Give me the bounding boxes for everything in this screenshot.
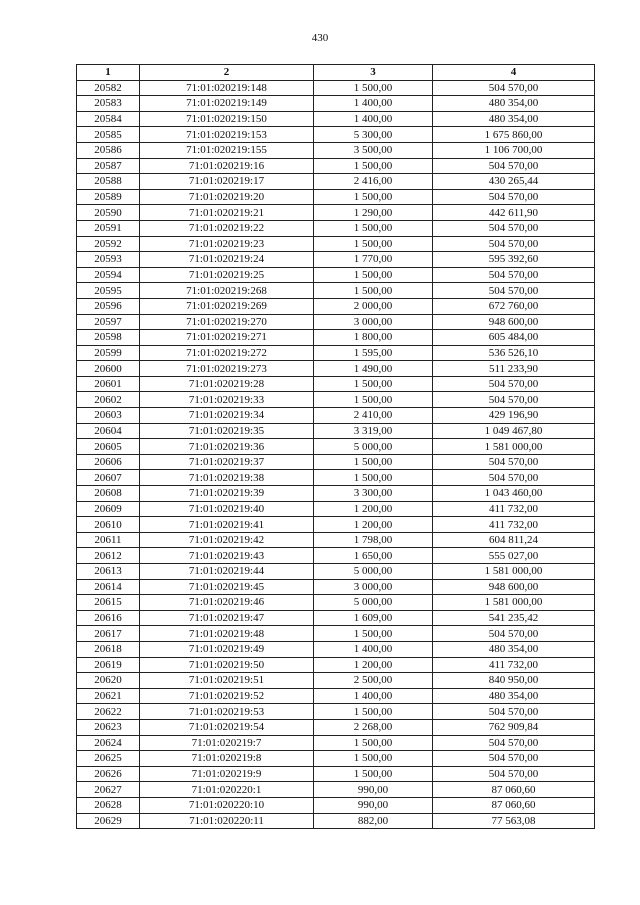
table-row xyxy=(77,220,595,236)
table-row xyxy=(77,797,595,813)
cadastral-number-cell: 71:01:020219:40 xyxy=(140,501,314,517)
value-cell: 595 392,60 xyxy=(433,252,595,268)
area-cell: 1 500,00 xyxy=(314,454,433,470)
row-number-cell: 20604 xyxy=(77,423,140,439)
value-cell: 504 570,00 xyxy=(433,392,595,408)
area-cell: 990,00 xyxy=(314,782,433,798)
row-number-cell: 20618 xyxy=(77,641,140,657)
value-cell: 1 675 860,00 xyxy=(433,127,595,143)
row-number-cell: 20594 xyxy=(77,267,140,283)
table-row xyxy=(77,392,595,408)
value-cell: 948 600,00 xyxy=(433,314,595,330)
area-cell: 3 000,00 xyxy=(314,314,433,330)
value-cell: 541 235,42 xyxy=(433,610,595,626)
cadastral-number-cell: 71:01:020219:39 xyxy=(140,486,314,502)
row-number-cell: 20591 xyxy=(77,220,140,236)
table-row xyxy=(77,283,595,299)
table-row xyxy=(77,252,595,268)
row-number-cell: 20614 xyxy=(77,579,140,595)
cadastral-number-cell: 71:01:020219:36 xyxy=(140,439,314,455)
row-number-cell: 20624 xyxy=(77,735,140,751)
row-number-cell: 20589 xyxy=(77,189,140,205)
row-number-cell: 20609 xyxy=(77,501,140,517)
cadastral-number-cell: 71:01:020219:9 xyxy=(140,766,314,782)
area-cell: 1 400,00 xyxy=(314,641,433,657)
value-cell: 430 265,44 xyxy=(433,174,595,190)
value-cell: 87 060,60 xyxy=(433,782,595,798)
value-cell: 87 060,60 xyxy=(433,797,595,813)
row-number-cell: 20613 xyxy=(77,564,140,580)
area-cell: 1 650,00 xyxy=(314,548,433,564)
row-number-cell: 20595 xyxy=(77,283,140,299)
table-row xyxy=(77,610,595,626)
cadastral-number-cell: 71:01:020219:48 xyxy=(140,626,314,642)
row-number-cell: 20628 xyxy=(77,797,140,813)
cadastral-number-cell: 71:01:020219:53 xyxy=(140,704,314,720)
cadastral-number-cell: 71:01:020219:155 xyxy=(140,142,314,158)
area-cell: 1 200,00 xyxy=(314,501,433,517)
area-cell: 3 500,00 xyxy=(314,142,433,158)
table-row xyxy=(77,80,595,96)
area-cell: 1 798,00 xyxy=(314,532,433,548)
value-cell: 504 570,00 xyxy=(433,704,595,720)
cadastral-number-cell: 71:01:020219:8 xyxy=(140,751,314,767)
row-number-cell: 20596 xyxy=(77,298,140,314)
table-row xyxy=(77,548,595,564)
row-number-cell: 20586 xyxy=(77,142,140,158)
area-cell: 1 595,00 xyxy=(314,345,433,361)
table-row xyxy=(77,626,595,642)
cadastral-number-cell: 71:01:020219:34 xyxy=(140,408,314,424)
area-cell: 1 500,00 xyxy=(314,283,433,299)
table-row xyxy=(77,673,595,689)
cadastral-number-cell: 71:01:020219:150 xyxy=(140,111,314,127)
table-row xyxy=(77,423,595,439)
table-row xyxy=(77,564,595,580)
value-cell: 480 354,00 xyxy=(433,111,595,127)
table-row xyxy=(77,361,595,377)
cadastral-number-cell: 71:01:020219:272 xyxy=(140,345,314,361)
area-cell: 5 000,00 xyxy=(314,439,433,455)
row-number-cell: 20582 xyxy=(77,80,140,96)
table-row xyxy=(77,267,595,283)
table-row xyxy=(77,189,595,205)
area-cell: 3 000,00 xyxy=(314,579,433,595)
area-cell: 2 268,00 xyxy=(314,719,433,735)
value-cell: 504 570,00 xyxy=(433,80,595,96)
value-cell: 511 233,90 xyxy=(433,361,595,377)
row-number-cell: 20612 xyxy=(77,548,140,564)
cadastral-number-cell: 71:01:020219:52 xyxy=(140,688,314,704)
table-row xyxy=(77,501,595,517)
cadastral-number-cell: 71:01:020219:49 xyxy=(140,641,314,657)
value-cell: 429 196,90 xyxy=(433,408,595,424)
value-cell: 442 611,90 xyxy=(433,205,595,221)
cadastral-number-cell: 71:01:020219:149 xyxy=(140,96,314,112)
cadastral-number-cell: 71:01:020219:271 xyxy=(140,330,314,346)
cadastral-number-cell: 71:01:020219:148 xyxy=(140,80,314,96)
value-cell: 504 570,00 xyxy=(433,189,595,205)
cadastral-number-cell: 71:01:020219:153 xyxy=(140,127,314,143)
cadastral-number-cell: 71:01:020219:22 xyxy=(140,220,314,236)
row-number-cell: 20601 xyxy=(77,376,140,392)
table-row xyxy=(77,174,595,190)
table-row xyxy=(77,751,595,767)
row-number-cell: 20619 xyxy=(77,657,140,673)
table-row xyxy=(77,517,595,533)
row-number-cell: 20607 xyxy=(77,470,140,486)
value-cell: 1 581 000,00 xyxy=(433,439,595,455)
value-cell: 536 526,10 xyxy=(433,345,595,361)
area-cell: 1 500,00 xyxy=(314,751,433,767)
cadastral-number-cell: 71:01:020219:42 xyxy=(140,532,314,548)
row-number-cell: 20588 xyxy=(77,174,140,190)
cadastral-number-cell: 71:01:020219:270 xyxy=(140,314,314,330)
cadastral-number-cell: 71:01:020219:51 xyxy=(140,673,314,689)
value-cell: 504 570,00 xyxy=(433,376,595,392)
row-number-cell: 20622 xyxy=(77,704,140,720)
value-cell: 555 027,00 xyxy=(433,548,595,564)
area-cell: 1 800,00 xyxy=(314,330,433,346)
table-row xyxy=(77,719,595,735)
table-row xyxy=(77,96,595,112)
area-cell: 990,00 xyxy=(314,797,433,813)
area-cell: 1 200,00 xyxy=(314,657,433,673)
cadastral-number-cell: 71:01:020219:17 xyxy=(140,174,314,190)
value-cell: 504 570,00 xyxy=(433,470,595,486)
value-cell: 504 570,00 xyxy=(433,454,595,470)
area-cell: 1 500,00 xyxy=(314,470,433,486)
value-cell: 504 570,00 xyxy=(433,735,595,751)
area-cell: 882,00 xyxy=(314,813,433,829)
cadastral-number-cell: 71:01:020219:16 xyxy=(140,158,314,174)
area-cell: 3 300,00 xyxy=(314,486,433,502)
column-header-2: 2 xyxy=(140,65,314,81)
value-cell: 504 570,00 xyxy=(433,283,595,299)
table-row xyxy=(77,813,595,829)
area-cell: 5 300,00 xyxy=(314,127,433,143)
table-row xyxy=(77,532,595,548)
row-number-cell: 20608 xyxy=(77,486,140,502)
cadastral-number-cell: 71:01:020219:54 xyxy=(140,719,314,735)
row-number-cell: 20626 xyxy=(77,766,140,782)
column-header-3: 3 xyxy=(314,65,433,81)
value-cell: 604 811,24 xyxy=(433,532,595,548)
area-cell: 1 500,00 xyxy=(314,626,433,642)
cadastral-number-cell: 71:01:020219:273 xyxy=(140,361,314,377)
cadastral-number-cell: 71:01:020219:7 xyxy=(140,735,314,751)
cadastral-number-cell: 71:01:020219:20 xyxy=(140,189,314,205)
cadastral-number-cell: 71:01:020219:269 xyxy=(140,298,314,314)
table-row xyxy=(77,158,595,174)
table-row xyxy=(77,766,595,782)
cadastral-number-cell: 71:01:020219:35 xyxy=(140,423,314,439)
area-cell: 2 500,00 xyxy=(314,673,433,689)
value-cell: 1 581 000,00 xyxy=(433,595,595,611)
table-header xyxy=(77,65,595,81)
cadastral-number-cell: 71:01:020219:45 xyxy=(140,579,314,595)
table-row xyxy=(77,595,595,611)
table-row xyxy=(77,657,595,673)
table-row xyxy=(77,298,595,314)
table-row xyxy=(77,127,595,143)
registry-table xyxy=(76,64,595,829)
value-cell: 762 909,84 xyxy=(433,719,595,735)
row-number-cell: 20602 xyxy=(77,392,140,408)
row-number-cell: 20623 xyxy=(77,719,140,735)
header-row xyxy=(77,65,595,81)
table-row xyxy=(77,439,595,455)
value-cell: 1 106 700,00 xyxy=(433,142,595,158)
area-cell: 1 200,00 xyxy=(314,517,433,533)
table-row xyxy=(77,579,595,595)
area-cell: 1 609,00 xyxy=(314,610,433,626)
area-cell: 2 416,00 xyxy=(314,174,433,190)
row-number-cell: 20603 xyxy=(77,408,140,424)
area-cell: 1 500,00 xyxy=(314,236,433,252)
cadastral-number-cell: 71:01:020219:33 xyxy=(140,392,314,408)
table-row xyxy=(77,142,595,158)
value-cell: 411 732,00 xyxy=(433,501,595,517)
area-cell: 1 400,00 xyxy=(314,688,433,704)
column-header-4: 4 xyxy=(433,65,595,81)
cadastral-number-cell: 71:01:020219:37 xyxy=(140,454,314,470)
row-number-cell: 20598 xyxy=(77,330,140,346)
table-row xyxy=(77,641,595,657)
area-cell: 1 500,00 xyxy=(314,158,433,174)
cadastral-number-cell: 71:01:020219:28 xyxy=(140,376,314,392)
cadastral-number-cell: 71:01:020220:1 xyxy=(140,782,314,798)
value-cell: 1 581 000,00 xyxy=(433,564,595,580)
value-cell: 672 760,00 xyxy=(433,298,595,314)
cadastral-number-cell: 71:01:020219:23 xyxy=(140,236,314,252)
row-number-cell: 20592 xyxy=(77,236,140,252)
row-number-cell: 20597 xyxy=(77,314,140,330)
area-cell: 1 400,00 xyxy=(314,111,433,127)
area-cell: 3 319,00 xyxy=(314,423,433,439)
row-number-cell: 20585 xyxy=(77,127,140,143)
area-cell: 1 500,00 xyxy=(314,392,433,408)
area-cell: 1 500,00 xyxy=(314,735,433,751)
row-number-cell: 20590 xyxy=(77,205,140,221)
table-row xyxy=(77,111,595,127)
cadastral-number-cell: 71:01:020219:24 xyxy=(140,252,314,268)
area-cell: 2 410,00 xyxy=(314,408,433,424)
table-row xyxy=(77,330,595,346)
row-number-cell: 20620 xyxy=(77,673,140,689)
row-number-cell: 20617 xyxy=(77,626,140,642)
row-number-cell: 20600 xyxy=(77,361,140,377)
value-cell: 504 570,00 xyxy=(433,236,595,252)
row-number-cell: 20599 xyxy=(77,345,140,361)
cadastral-number-cell: 71:01:020220:11 xyxy=(140,813,314,829)
row-number-cell: 20611 xyxy=(77,532,140,548)
table-row xyxy=(77,376,595,392)
area-cell: 1 500,00 xyxy=(314,220,433,236)
value-cell: 411 732,00 xyxy=(433,517,595,533)
value-cell: 480 354,00 xyxy=(433,688,595,704)
cadastral-number-cell: 71:01:020220:10 xyxy=(140,797,314,813)
area-cell: 1 400,00 xyxy=(314,96,433,112)
area-cell: 5 000,00 xyxy=(314,564,433,580)
value-cell: 504 570,00 xyxy=(433,158,595,174)
row-number-cell: 20616 xyxy=(77,610,140,626)
value-cell: 504 570,00 xyxy=(433,766,595,782)
table-body xyxy=(77,80,595,829)
table-row xyxy=(77,236,595,252)
cadastral-number-cell: 71:01:020219:44 xyxy=(140,564,314,580)
value-cell: 948 600,00 xyxy=(433,579,595,595)
value-cell: 1 043 460,00 xyxy=(433,486,595,502)
row-number-cell: 20606 xyxy=(77,454,140,470)
table-row xyxy=(77,408,595,424)
area-cell: 1 770,00 xyxy=(314,252,433,268)
cadastral-number-cell: 71:01:020219:50 xyxy=(140,657,314,673)
table-row xyxy=(77,486,595,502)
table-row xyxy=(77,704,595,720)
table-row xyxy=(77,782,595,798)
table-row xyxy=(77,205,595,221)
table-row xyxy=(77,688,595,704)
cadastral-number-cell: 71:01:020219:43 xyxy=(140,548,314,564)
row-number-cell: 20610 xyxy=(77,517,140,533)
value-cell: 504 570,00 xyxy=(433,626,595,642)
table-row xyxy=(77,470,595,486)
cadastral-number-cell: 71:01:020219:21 xyxy=(140,205,314,221)
value-cell: 1 049 467,80 xyxy=(433,423,595,439)
value-cell: 504 570,00 xyxy=(433,267,595,283)
cadastral-number-cell: 71:01:020219:25 xyxy=(140,267,314,283)
area-cell: 1 500,00 xyxy=(314,267,433,283)
value-cell: 480 354,00 xyxy=(433,96,595,112)
value-cell: 504 570,00 xyxy=(433,751,595,767)
area-cell: 1 500,00 xyxy=(314,704,433,720)
cadastral-number-cell: 71:01:020219:47 xyxy=(140,610,314,626)
cadastral-number-cell: 71:01:020219:46 xyxy=(140,595,314,611)
value-cell: 840 950,00 xyxy=(433,673,595,689)
area-cell: 1 500,00 xyxy=(314,766,433,782)
area-cell: 1 490,00 xyxy=(314,361,433,377)
value-cell: 605 484,00 xyxy=(433,330,595,346)
table-row xyxy=(77,735,595,751)
area-cell: 1 290,00 xyxy=(314,205,433,221)
row-number-cell: 20605 xyxy=(77,439,140,455)
table-row xyxy=(77,454,595,470)
row-number-cell: 20615 xyxy=(77,595,140,611)
row-number-cell: 20587 xyxy=(77,158,140,174)
row-number-cell: 20625 xyxy=(77,751,140,767)
row-number-cell: 20593 xyxy=(77,252,140,268)
row-number-cell: 20629 xyxy=(77,813,140,829)
column-header-1: 1 xyxy=(77,65,140,81)
row-number-cell: 20584 xyxy=(77,111,140,127)
value-cell: 411 732,00 xyxy=(433,657,595,673)
area-cell: 1 500,00 xyxy=(314,80,433,96)
value-cell: 480 354,00 xyxy=(433,641,595,657)
area-cell: 1 500,00 xyxy=(314,376,433,392)
area-cell: 1 500,00 xyxy=(314,189,433,205)
row-number-cell: 20583 xyxy=(77,96,140,112)
table-row xyxy=(77,345,595,361)
row-number-cell: 20621 xyxy=(77,688,140,704)
table-row xyxy=(77,314,595,330)
area-cell: 5 000,00 xyxy=(314,595,433,611)
cadastral-number-cell: 71:01:020219:41 xyxy=(140,517,314,533)
area-cell: 2 000,00 xyxy=(314,298,433,314)
cadastral-number-cell: 71:01:020219:268 xyxy=(140,283,314,299)
cadastral-number-cell: 71:01:020219:38 xyxy=(140,470,314,486)
value-cell: 504 570,00 xyxy=(433,220,595,236)
row-number-cell: 20627 xyxy=(77,782,140,798)
value-cell: 77 563,08 xyxy=(433,813,595,829)
page-number: 430 xyxy=(311,32,329,44)
